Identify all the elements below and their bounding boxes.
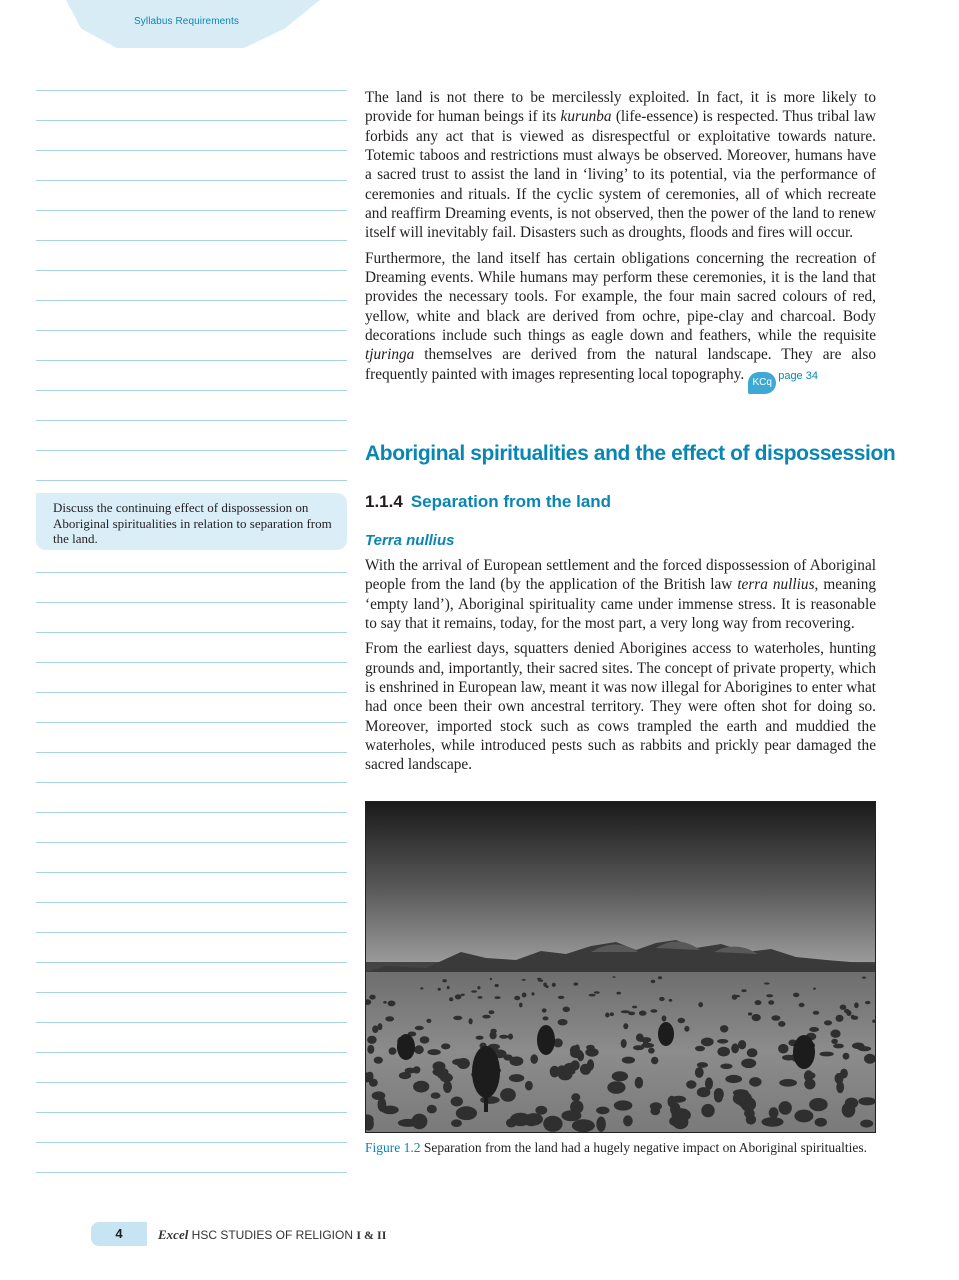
paragraph: With the arrival of European settlement and the forced dispossession of Aboriginal people from the land (by the application of the British law terra nullius, meaning ‘empty land’), Aboriginal spirituality came under immense stress. It is reasonable to say that it remains, today, for the most part, a very long way from recovering.	[365, 557, 876, 633]
shrub	[840, 1069, 848, 1079]
shrub	[748, 1012, 752, 1015]
shrub	[524, 1113, 543, 1125]
shrub	[415, 1026, 424, 1030]
shrub	[561, 1110, 581, 1121]
shrub	[635, 1077, 643, 1089]
shrub	[413, 1066, 421, 1073]
shrub	[650, 1009, 657, 1012]
shrub	[506, 1118, 517, 1127]
shrub	[594, 991, 600, 993]
shrub	[522, 993, 527, 998]
shrub	[771, 1015, 780, 1021]
subsection-number: 1.1.4	[365, 492, 403, 511]
footer-series: HSC STUDIES OF RELIGION	[188, 1228, 357, 1242]
shrub	[778, 1044, 788, 1054]
shrub	[456, 1106, 477, 1120]
shrub	[571, 1093, 580, 1101]
shrub	[558, 1019, 568, 1025]
shrub	[612, 1071, 628, 1081]
shrub	[659, 997, 665, 1001]
shrub	[542, 1008, 547, 1012]
shrub	[651, 1057, 658, 1064]
note-line	[36, 480, 347, 481]
shrub	[573, 982, 578, 985]
note-line	[36, 1022, 347, 1023]
shrub	[804, 1079, 815, 1090]
shrub	[389, 1047, 397, 1054]
shrub	[478, 996, 483, 999]
note-line	[36, 1052, 347, 1053]
shrub	[752, 1014, 761, 1021]
shrub	[438, 988, 441, 991]
shrub	[697, 1087, 711, 1097]
shrub	[411, 1114, 427, 1130]
shrub	[612, 976, 615, 978]
shrub	[865, 1001, 870, 1004]
note-line	[36, 300, 347, 301]
note-line	[36, 1172, 347, 1173]
shrub	[714, 1090, 723, 1102]
note-lines-bottom	[36, 572, 347, 1174]
shrub	[471, 990, 477, 993]
shrub	[552, 983, 556, 987]
shrub	[369, 995, 375, 1000]
shrub	[764, 982, 770, 984]
shrub	[572, 1119, 595, 1132]
shrub	[509, 1074, 524, 1082]
shrub	[799, 1003, 805, 1007]
shrub	[607, 1081, 625, 1094]
note-line	[36, 240, 347, 241]
shrub	[614, 1100, 633, 1110]
shrub	[843, 1053, 850, 1060]
shrub	[813, 988, 816, 990]
shrub	[824, 1020, 832, 1025]
note-line	[36, 782, 347, 783]
shrub	[610, 1012, 614, 1016]
figure-caption	[365, 1139, 876, 1156]
shrub	[662, 1015, 667, 1021]
shrub	[447, 986, 450, 990]
shrub	[733, 1091, 752, 1105]
page-number: 4	[91, 1222, 147, 1246]
section-heading: Aboriginal spiritualities and the effect of dispossession	[365, 442, 896, 465]
shrub	[698, 1002, 703, 1007]
footer-brand: Excel	[158, 1227, 189, 1242]
note-line	[36, 360, 347, 361]
note-line	[36, 330, 347, 331]
shrub	[499, 1035, 508, 1039]
shrub	[623, 1115, 633, 1126]
shrub	[427, 1105, 437, 1114]
shrub	[616, 992, 621, 995]
shrub	[441, 1043, 450, 1049]
figure-label: Figure 1.2	[365, 1140, 421, 1155]
shrub	[367, 1045, 374, 1054]
shrub	[413, 1081, 429, 1093]
shrub	[741, 1059, 756, 1069]
note-line	[36, 812, 347, 813]
note-line	[36, 962, 347, 963]
shrub	[749, 1077, 761, 1087]
shrub	[650, 1102, 662, 1110]
note-line	[36, 932, 347, 933]
shrub	[755, 1000, 762, 1005]
shrub	[809, 1098, 828, 1111]
shrub	[720, 1064, 732, 1070]
shrub	[648, 1048, 655, 1054]
shrub	[538, 979, 541, 982]
shrub	[672, 1115, 688, 1129]
shrub	[744, 1109, 755, 1118]
shrub	[695, 1046, 705, 1052]
shrub	[833, 1044, 844, 1049]
note-line	[36, 722, 347, 723]
shrub	[543, 983, 547, 987]
note-line	[36, 602, 347, 603]
note-line	[36, 390, 347, 391]
shrub	[741, 989, 747, 992]
shrub	[858, 1046, 871, 1051]
shrub	[621, 1010, 630, 1013]
shrub	[570, 1045, 580, 1055]
shrub	[766, 994, 773, 997]
shrub	[769, 1107, 779, 1118]
shrub	[519, 1003, 523, 1008]
shrub	[830, 1030, 840, 1038]
shrub	[451, 1097, 463, 1107]
shrub	[697, 1062, 708, 1068]
shrub	[500, 1088, 516, 1102]
shrub	[836, 1015, 844, 1022]
note-line	[36, 420, 347, 421]
shrub	[508, 1034, 513, 1040]
shrub	[670, 1102, 680, 1115]
shrub	[747, 1048, 758, 1057]
figure-photo	[365, 801, 876, 1133]
shrub	[514, 996, 520, 1001]
shrub	[669, 999, 673, 1002]
shrub	[731, 1043, 739, 1053]
shrub	[378, 1097, 387, 1112]
note-line	[36, 992, 347, 993]
shrub	[852, 1016, 859, 1020]
shrub	[449, 997, 453, 1001]
shrub	[490, 978, 492, 980]
shrub	[385, 1016, 394, 1021]
shrub	[854, 1002, 859, 1008]
shrub	[761, 1117, 783, 1127]
shrub	[794, 1110, 813, 1123]
shrub	[622, 1057, 635, 1064]
shrub	[426, 1019, 431, 1023]
shrub	[482, 1015, 490, 1019]
body-text-bottom	[365, 556, 876, 775]
shrub	[651, 980, 656, 983]
note-line	[36, 1112, 347, 1113]
shrub	[845, 1098, 858, 1109]
shrub	[686, 1080, 696, 1089]
note-line	[36, 662, 347, 663]
shrub	[658, 976, 662, 979]
shrub	[678, 1018, 686, 1023]
note-line	[36, 632, 347, 633]
note-line	[36, 872, 347, 873]
paragraph-text: Furthermore, the land itself has certain obligations concerning the recreation of Dreaming events. While humans may perform these ceremonies, it is the land that provides the necessary tools. For example, the four main sacred colours of red, yellow, white and black are derived from ochre, pipe-clay and charcoal. Body decorations include such things as eagle down and feathers, while the requisite tjuringa themselves are derived from the natural landscape. They are also frequently painted with images representing local topography.	[365, 249, 876, 383]
shrub	[695, 1067, 704, 1078]
shrub	[720, 1025, 728, 1032]
shrub	[632, 1006, 637, 1009]
subheading: Terra nullius	[365, 532, 455, 549]
note-lines-top	[36, 90, 347, 482]
shrub	[596, 1117, 606, 1132]
shrub	[636, 1034, 644, 1042]
shrub	[623, 1023, 628, 1029]
shrub	[819, 1052, 833, 1057]
footer-volume: I & II	[356, 1228, 387, 1242]
shrub	[815, 1118, 827, 1127]
subsection-title: Separation from the land	[410, 492, 612, 511]
shrub	[563, 1007, 570, 1013]
shrub	[586, 1045, 595, 1050]
shrub	[809, 1027, 819, 1032]
shrub	[461, 994, 465, 996]
shrub	[367, 1036, 377, 1044]
shrub	[510, 1056, 524, 1066]
shrub	[388, 1001, 396, 1007]
shrub	[494, 996, 500, 999]
shrub	[813, 1011, 819, 1015]
shrub	[580, 1064, 591, 1075]
note-line	[36, 572, 347, 573]
shrub	[844, 1009, 850, 1013]
shrub	[596, 1107, 609, 1115]
paragraph: The land is not there to be mercilessly exploited. In fact, it is more likely to provide for human beings if its kurunba (life-essence) is respected. Thus tribal law forbids any act that is viewed as disrespectful or exploitative towards nature. Totemic taboos and restrictions must always be observed. Moreover, humans have a sacred trust to assist the land in ‘living’ to its potential, via the performance of ceremonies and rituals. If the cyclic system of ceremonies, all of which recreate and reaffirm Dreaming events, is not observed, then the power of the land to renew itself will inevitably fail. Disasters such as droughts, floods and fires will occur.	[365, 89, 876, 242]
shrub	[701, 1104, 714, 1117]
shrub	[489, 1010, 495, 1014]
shrub	[522, 979, 526, 981]
shrub	[779, 1079, 797, 1087]
landscape-photo	[366, 802, 875, 1132]
header-tab-label: Syllabus Requirements	[134, 16, 239, 27]
shrub	[840, 1005, 847, 1010]
shrub	[525, 1081, 533, 1091]
shrub	[633, 1045, 644, 1050]
subsection-heading	[365, 492, 611, 512]
shrub	[453, 1016, 462, 1020]
shrub	[860, 1120, 873, 1128]
shrub	[717, 1039, 728, 1044]
shrub	[490, 1029, 496, 1034]
syllabus-requirement-text: Discuss the continuing effect of dispossession on Aboriginal spiritualities in relation to separation from the land.	[53, 500, 332, 546]
shrub	[469, 1018, 473, 1024]
shrub	[831, 1039, 838, 1044]
shrub	[477, 986, 480, 989]
shrub	[717, 1047, 730, 1057]
shrub	[427, 1049, 440, 1055]
shrub	[862, 977, 866, 979]
footer-title	[158, 1227, 386, 1243]
shrub	[621, 1039, 627, 1048]
shrub	[793, 993, 799, 998]
shrub	[543, 1016, 549, 1020]
shrub	[639, 1011, 647, 1016]
shrub	[443, 1081, 452, 1093]
shrub	[383, 1001, 387, 1004]
shrub	[431, 1092, 441, 1098]
shrub	[558, 996, 565, 999]
paragraph	[365, 249, 876, 394]
shrub	[476, 1036, 484, 1040]
shrub	[420, 1036, 430, 1043]
shrub	[550, 1066, 560, 1078]
shrub	[543, 1116, 562, 1132]
note-line	[36, 210, 347, 211]
body-text-top	[365, 88, 876, 394]
figure-caption-text: Separation from the land had a hugely negative impact on Aboriginal spiritualties.	[420, 1140, 868, 1155]
paragraph: From the earliest days, squatters denied Aborigines access to waterholes, hunting grounds and, importantly, their sacred sites. The concept of private property, which is enshrined in European law, meant it was now illegal for Aborigines to enter what had once been their own ancestral territory. They were often shot for doing so. Moreover, imported stock such as cows trampled the earth and muddied the waterholes, while introduced pests such as rabbits and prickly pear damaged the sacred landscape.	[365, 640, 876, 774]
note-line	[36, 1142, 347, 1143]
note-line	[36, 150, 347, 151]
note-line	[36, 450, 347, 451]
shrub	[455, 994, 462, 999]
shrub	[768, 1000, 774, 1005]
shrub	[701, 1038, 714, 1047]
note-line	[36, 270, 347, 271]
shrub	[372, 1025, 378, 1033]
shrub	[495, 984, 499, 987]
shrub	[684, 1026, 689, 1032]
shrub	[531, 992, 534, 995]
shrub	[560, 1069, 575, 1075]
note-line	[36, 180, 347, 181]
note-line	[36, 1082, 347, 1083]
shrub	[414, 1045, 424, 1054]
key-concept-question-icon[interactable]: KCq	[748, 372, 776, 394]
syllabus-requirement-box	[36, 493, 347, 550]
note-line	[36, 120, 347, 121]
shrub	[530, 1054, 538, 1064]
shrub	[806, 1072, 815, 1079]
note-line	[36, 752, 347, 753]
shrub	[725, 1075, 742, 1083]
shrub	[589, 994, 596, 997]
shrub	[457, 1058, 470, 1069]
shrub	[374, 1057, 383, 1064]
shrub	[738, 1040, 746, 1049]
note-line	[36, 90, 347, 91]
shrub	[605, 1013, 609, 1018]
shrub	[442, 979, 446, 982]
kcq-page-link[interactable]: page 34	[778, 369, 818, 382]
shrub	[778, 1021, 785, 1027]
shrub	[451, 1119, 462, 1127]
note-line	[36, 692, 347, 693]
shrub	[420, 987, 423, 989]
shrub	[779, 1101, 792, 1115]
shrub	[732, 994, 738, 999]
shrub	[836, 1081, 844, 1093]
shrub	[535, 1106, 547, 1115]
note-line	[36, 842, 347, 843]
note-line	[36, 902, 347, 903]
shrub	[435, 1067, 442, 1074]
